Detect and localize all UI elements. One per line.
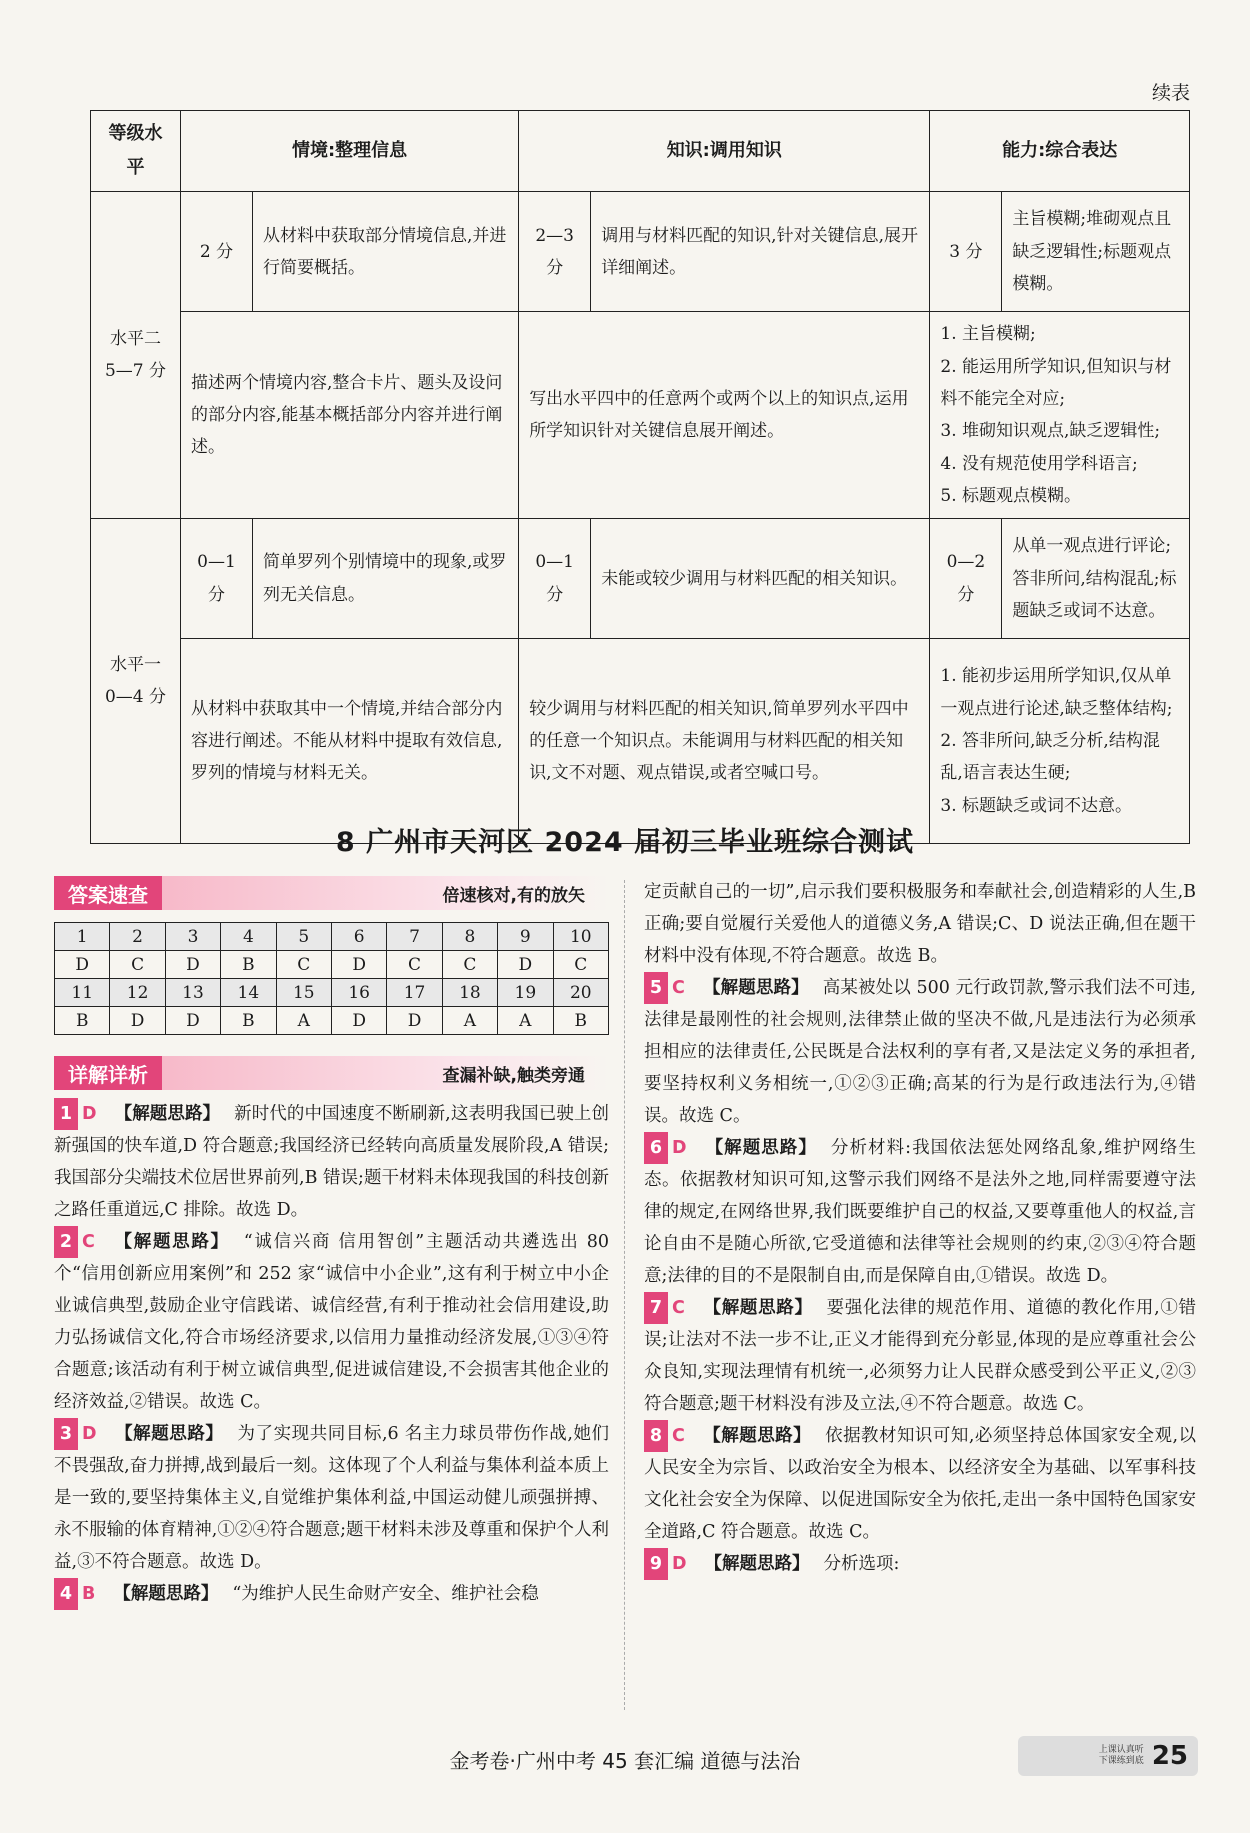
left-column xyxy=(54,1098,609,1610)
question-number-cell: 16 xyxy=(331,979,386,1007)
l1-score-ability: 0—2 分 xyxy=(930,519,1002,639)
question-number-cell: 9 xyxy=(498,923,553,951)
answer-cell: C xyxy=(387,951,442,979)
explanation-q1: 1 D 【解题思路】 新时代的中国速度不断刷新,这表明我国已驶上创新强国的快车道,D 符合题意;我国经济已经转向高质量发展阶段,A 错误;我国部分尖端技术位居世界前列,B 错误;题干材料未体现我国的科技创新之路任重道远,C 排除。故选 D。 xyxy=(54,1098,609,1226)
answer-cell: A xyxy=(276,1007,331,1035)
question-number-cell: 20 xyxy=(553,979,608,1007)
question-number-cell: 5 xyxy=(276,923,331,951)
section-title: 8 广州市天河区 2024 届初三毕业班综合测试 xyxy=(335,827,915,858)
level2-label: 水平二 5—7 分 xyxy=(91,192,181,519)
level2-row1 xyxy=(91,192,1190,312)
header-ability: 能力:综合表达 xyxy=(930,111,1190,192)
l2-score-context: 2 分 xyxy=(181,192,253,312)
rubric-header-row xyxy=(91,111,1190,192)
answer-table xyxy=(54,922,609,1035)
level1-label: 水平一 0—4 分 xyxy=(91,519,181,844)
explanation-q5: 5 C 【解题思路】 高某被处以 500 元行政罚款,警示我们法不可违,法律是最刚性的社会规则,法律禁止做的坚决不做,凡是违法行为必须承担相应的法律责任,公民既是合法权利的享有者,又是法定义务的承担者,要坚持权利义务相统一,①②③正确;高某的行为是行政违法行为,④错误。故选 C。 xyxy=(644,972,1196,1132)
detail-tag: 详解详析 xyxy=(54,1056,162,1090)
l1-desc-context: 从材料中获取其中一个情境,并结合部分内容进行阐述。不能从材料中提取有效信息,罗列的情境与材料无关。 xyxy=(181,639,519,844)
l1-desc-ability: 1. 能初步运用所学知识,仅从单一观点进行论述,缺乏整体结构; 2. 答非所问,缺乏分析,结构混乱,语言表达生硬; 3. 标题缺乏或词不达意。 xyxy=(930,639,1190,844)
l2-text-ability: 主旨模糊;堆砌观点且缺乏逻辑性;标题观点模糊。 xyxy=(1002,192,1190,312)
question-number-cell: 18 xyxy=(442,979,497,1007)
question-number-cell: 11 xyxy=(55,979,110,1007)
l1-text-knowledge: 未能或较少调用与材料匹配的相关知识。 xyxy=(591,519,930,639)
question-number-cell: 7 xyxy=(387,923,442,951)
explanation-q4-cont: 定贡献自己的一切”,启示我们要积极服务和奉献社会,创造精彩的人生,B 正确;要自觉履行关爱他人的道德义务,A 错误;C、D 说法正确,但在题干材料中没有体现,不符合题意。故选 B。 xyxy=(644,882,1196,966)
header-context: 情境:整理信息 xyxy=(181,111,519,192)
question-number-cell: 12 xyxy=(110,979,165,1007)
answer-cell: C xyxy=(442,951,497,979)
l2-text-context: 从材料中获取部分情境信息,并进行简要概括。 xyxy=(253,192,519,312)
answer-cell: D xyxy=(165,951,220,979)
l1-desc-knowledge: 较少调用与材料匹配的相关知识,简单罗列水平四中的任意一个知识点。未能调用与材料匹配的相关知识,文不对题、观点错误,或者空喊口号。 xyxy=(519,639,930,844)
explanation-q3: 3 D 【解题思路】 为了实现共同目标,6 名主力球员带伤作战,她们不畏强敌,奋力拼搏,战到最后一刻。这体现了个人利益与集体利益本质上是一致的,要坚持集体主义,自觉维护集体利益,中国运动健儿顽强拼搏、永不服输的体育精神,①②④符合题意;题干材料未涉及尊重和保护个人利益,③不符合题意。故选 D。 xyxy=(54,1418,609,1578)
answer-num-row-1 xyxy=(55,923,609,951)
explanation-q7: 7 C 【解题思路】 要强化法律的规范作用、道德的教化作用,①错误;让法对不法一步不让,正义才能得到充分彰显,体现的是应尊重社会公众良知,实现法理情有机统一,必须努力让人民群众感受到公平正义,②③符合题意;题干材料没有涉及立法,④不符合题意。故选 C。 xyxy=(644,1292,1196,1420)
explanation-q9: 9 D 【解题思路】 分析选项: xyxy=(644,1548,1196,1580)
level2-row2 xyxy=(91,312,1190,519)
quick-check-bar xyxy=(54,876,609,910)
answer-cell: A xyxy=(498,1007,553,1035)
question-number-cell: 8 xyxy=(442,923,497,951)
level1-row2 xyxy=(91,639,1190,844)
answer-cell: C xyxy=(276,951,331,979)
question-number-cell: 14 xyxy=(221,979,276,1007)
continued-label: 续表 xyxy=(1151,82,1190,104)
quick-check-note: 倍速核对,有的放矢 xyxy=(442,885,585,906)
question-number-cell: 13 xyxy=(165,979,220,1007)
question-number-cell: 2 xyxy=(110,923,165,951)
answer-row-2 xyxy=(55,1007,609,1035)
quick-check-tag: 答案速查 xyxy=(54,876,162,910)
answer-cell: D xyxy=(110,1007,165,1035)
answer-cell: D xyxy=(165,1007,220,1035)
l2-desc-knowledge: 写出水平四中的任意两个或两个以上的知识点,运用所学知识针对关键信息展开阐述。 xyxy=(519,312,930,519)
rubric-table xyxy=(90,110,1190,844)
explanation-q6: 6 D 【解题思路】 分析材料:我国依法惩处网络乱象,维护网络生态。依据教材知识可知,这警示我们网络不是法外之地,同样需要遵守法律的规定,在网络世界,我们既要维护自己的权益,又要尊重他人的权益,言论自由不是随心所欲,它受道德和法律等社会规则的约束,②③④符合题意;法律的目的不是限制自由,而是保障自由,①错误。故选 D。 xyxy=(644,1132,1196,1292)
explanation-q2: 2 C 【解题思路】 “诚信兴商 信用智创”主题活动共遴选出 80 个“信用创新应用案例”和 252 家“诚信中小企业”,这有利于树立中小企业诚信典型,鼓励企业守信践诺、诚信经营,有利于推动社会信用建设,助力弘扬诚信文化,符合市场经济要求,以信用力量推动经济发展,①③④符合题意;该活动有利于树立诚信典型,促进诚信建设,不会损害其他企业的经济效益,②错误。故选 C。 xyxy=(54,1226,609,1418)
explanation-q4: 4 B 【解题思路】 “为维护人民生命财产安全、维护社会稳 xyxy=(54,1578,609,1610)
l2-score-knowledge: 2—3 分 xyxy=(519,192,591,312)
question-number-cell: 4 xyxy=(221,923,276,951)
header-level: 等级水平 xyxy=(91,111,181,192)
answer-cell: C xyxy=(553,951,608,979)
l2-score-ability: 3 分 xyxy=(930,192,1002,312)
detail-bar xyxy=(54,1056,609,1090)
l1-score-context: 0—1 分 xyxy=(181,519,253,639)
explanation-q8: 8 C 【解题思路】 依据教材知识可知,必须坚持总体国家安全观,以人民安全为宗旨、以政治安全为根本、以经济安全为基础、以军事科技文化社会安全为保障、以促进国际安全为依托,走出一条中国特色国家安全道路,C 符合题意。故选 C。 xyxy=(644,1420,1196,1548)
l2-desc-context: 描述两个情境内容,整合卡片、题头及设问的部分内容,能基本概括部分内容并进行阐述。 xyxy=(181,312,519,519)
page-slogan: 上课认真听 下课练到底 xyxy=(1098,1745,1144,1766)
page-number-badge xyxy=(1018,1736,1198,1776)
question-number-cell: 10 xyxy=(553,923,608,951)
answer-cell: B xyxy=(553,1007,608,1035)
answer-cell: B xyxy=(221,951,276,979)
l1-text-ability: 从单一观点进行评论;答非所问,结构混乱;标题缺乏或词不达意。 xyxy=(1002,519,1190,639)
answer-cell: B xyxy=(221,1007,276,1035)
l1-score-knowledge: 0—1 分 xyxy=(519,519,591,639)
answer-cell: D xyxy=(498,951,553,979)
question-number-cell: 3 xyxy=(165,923,220,951)
answer-cell: D xyxy=(331,951,386,979)
l2-text-knowledge: 调用与材料匹配的知识,针对关键信息,展开详细阐述。 xyxy=(591,192,930,312)
answer-cell: B xyxy=(55,1007,110,1035)
l2-desc-ability: 1. 主旨模糊; 2. 能运用所学知识,但知识与材料不能完全对应; 3. 堆砌知识观点,缺乏逻辑性; 4. 没有规范使用学科语言; 5. 标题观点模糊。 xyxy=(930,312,1190,519)
page-number: 25 xyxy=(1151,1741,1188,1771)
answer-cell: A xyxy=(442,1007,497,1035)
level1-row1 xyxy=(91,519,1190,639)
question-number-cell: 1 xyxy=(55,923,110,951)
answer-cell: D xyxy=(55,951,110,979)
column-divider xyxy=(624,880,625,1710)
question-number-cell: 19 xyxy=(498,979,553,1007)
answer-cell: C xyxy=(110,951,165,979)
detail-note: 查漏补缺,触类旁通 xyxy=(442,1065,585,1086)
answer-cell: D xyxy=(387,1007,442,1035)
question-number-cell: 6 xyxy=(331,923,386,951)
right-column xyxy=(644,876,1196,1580)
footer-title: 金考卷·广州中考 45 套汇编 道德与法治 xyxy=(449,1749,801,1773)
question-number-cell: 15 xyxy=(276,979,331,1007)
answer-num-row-2 xyxy=(55,979,609,1007)
l1-text-context: 简单罗列个别情境中的现象,或罗列无关信息。 xyxy=(253,519,519,639)
answer-row-1 xyxy=(55,951,609,979)
header-knowledge: 知识:调用知识 xyxy=(519,111,930,192)
question-number-cell: 17 xyxy=(387,979,442,1007)
answer-cell: D xyxy=(331,1007,386,1035)
